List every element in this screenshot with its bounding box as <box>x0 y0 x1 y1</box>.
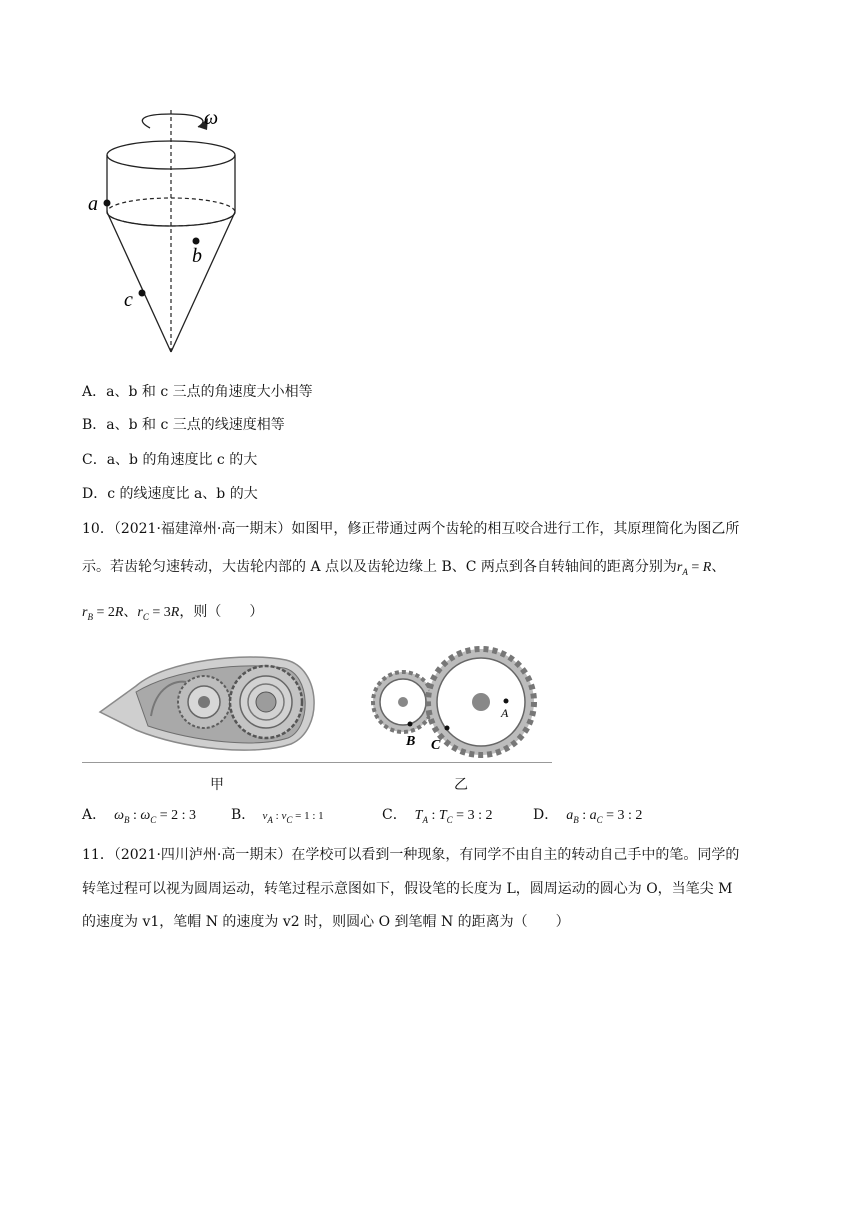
small-gear-photo <box>178 676 230 728</box>
q10-option-d-letter: D． <box>533 807 559 823</box>
q11-line1: 11．（2021·四川泸州·高一期末）在学校可以看到一种现象，有同学不由自主的转动自己手中的笔。同学的 <box>82 847 740 863</box>
label-c: c <box>124 289 133 311</box>
q9-option-a: A．a、b 和 c 三点的角速度大小相等 <box>82 384 313 400</box>
q9-option-c: C．a、b 的角速度比 c 的大 <box>82 452 258 468</box>
point-b <box>193 238 200 245</box>
q10-option-a-expr: $\omega_B$ : $\omega_C = 2$ : 3 <box>110 808 197 825</box>
correction-tape-photo <box>96 646 326 758</box>
q10-option-b-expr: $v_A$ : $v_C = 1$ : 1 <box>259 810 324 825</box>
gear-label-c: C <box>431 738 441 753</box>
q10-option-b-letter: B． <box>231 807 256 823</box>
point-a <box>104 200 111 207</box>
q10-option-c-expr: $T_A$ : $T_C = 3$ : 2 <box>411 808 493 825</box>
gear-point-a <box>504 699 509 704</box>
q10-option-c <box>382 805 492 830</box>
gear-label-a: A <box>501 706 509 720</box>
gear-point-b <box>408 722 413 727</box>
q9-option-d: D．c 的线速度比 a、b 的大 <box>82 486 258 502</box>
gear-label-b: B <box>406 734 416 749</box>
q10-option-a-letter: A． <box>82 807 107 823</box>
q10-line2-math: $r_A = R$、 <box>676 560 726 577</box>
q10-line2 <box>82 557 725 582</box>
q10-option-c-letter: C． <box>382 807 407 823</box>
gear-schematic <box>368 636 548 762</box>
large-gear-photo <box>230 666 302 738</box>
q9-option-b: B．a、b 和 c 三点的线速度相等 <box>82 417 285 433</box>
omega-label: ω <box>204 107 219 129</box>
cylinder-cone-figure <box>80 100 260 360</box>
q11-line2: 转笔过程可以视为圆周运动，转笔过程示意图如下，假设笔的长度为 L，圆周运动的圆心为 O，当笔尖 M <box>82 881 733 897</box>
q10-line3-text: ，则（ ） <box>179 604 264 620</box>
caption-yi: 乙 <box>454 777 468 793</box>
q10-line2-text: 示。若齿轮匀速转动，大齿轮内部的 A 点以及齿轮边缘上 B、C 两点到各自转轴间的距离分别为 <box>82 559 677 575</box>
gear-point-c <box>445 726 450 731</box>
figure-baseline <box>82 762 552 763</box>
label-a: a <box>88 193 98 215</box>
q10-option-b <box>231 805 324 830</box>
q11-line3: 的速度为 v1，笔帽 N 的速度为 v2 时，则圆心 O 到笔帽 N 的距离为（ ） <box>82 914 570 930</box>
q10-option-a <box>82 805 196 830</box>
q10-option-d-expr: $a_B$ : $a_C = 3$ : 2 <box>562 808 643 825</box>
q10-option-d <box>533 805 642 830</box>
label-b: b <box>192 245 202 267</box>
caption-jia: 甲 <box>210 777 224 793</box>
point-c <box>139 290 146 297</box>
q10-line3 <box>82 602 263 627</box>
q10-line1: 10．（2021·福建漳州·高一期末）如图甲，修正带通过两个齿轮的相互咬合进行工作，其原理简化为图乙所 <box>82 521 740 537</box>
q10-line3-math: $r_B = 2R$、$r_C = 3R$ <box>82 605 180 622</box>
